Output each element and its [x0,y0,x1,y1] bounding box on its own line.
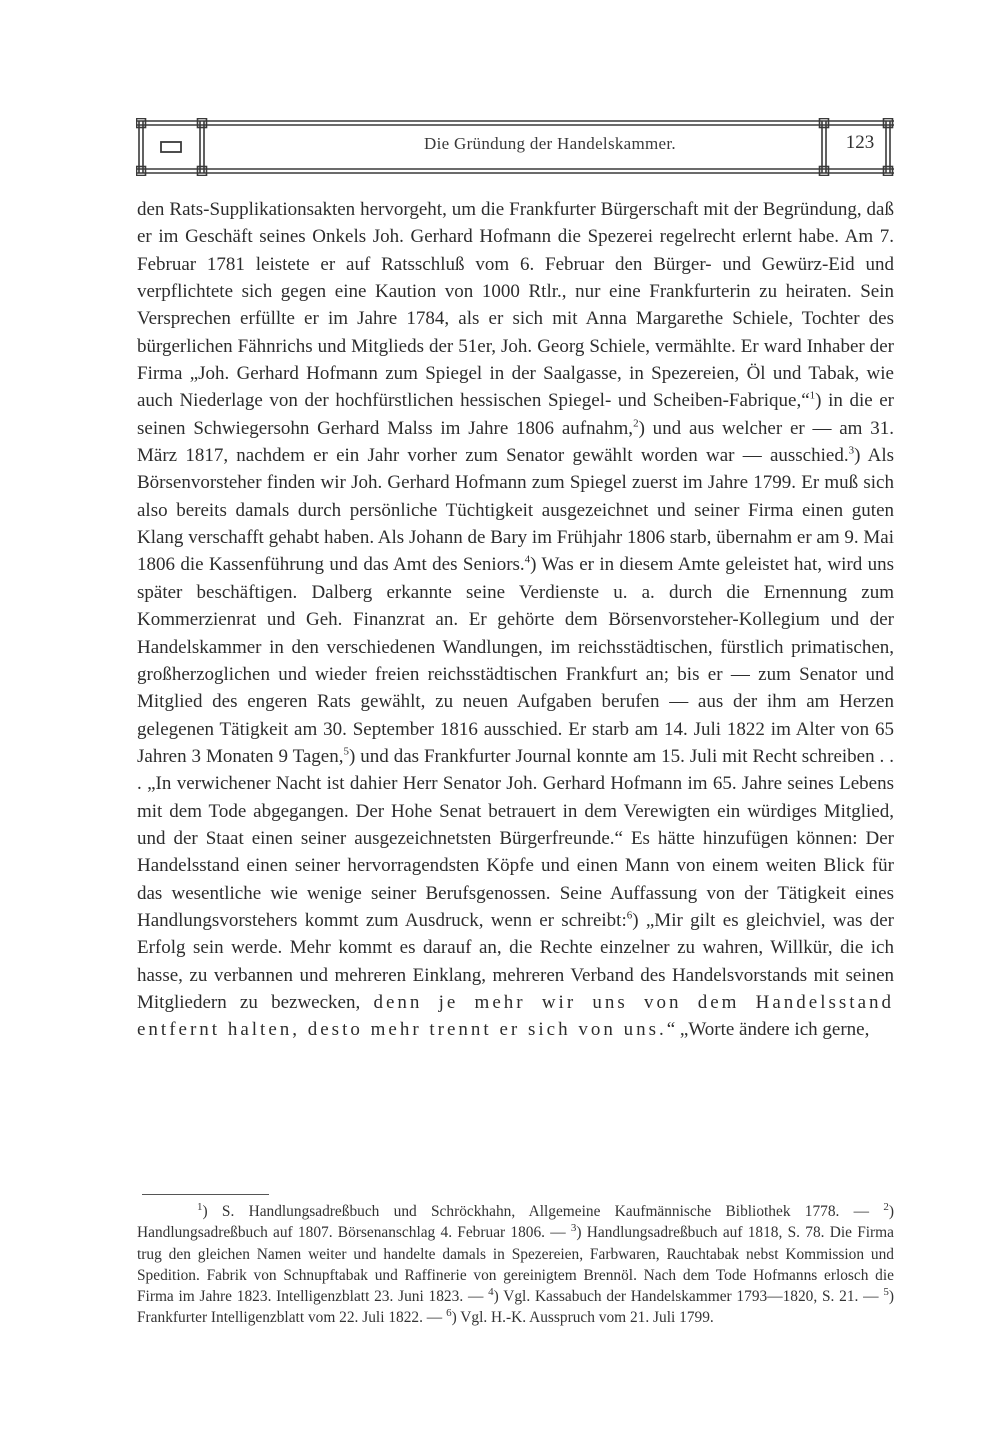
footnote-4: ) Vgl. Kassabuch der Handelskammer 1793—1820, S. 21. — [493,1288,879,1306]
footnote-ref-3: 3 [848,444,855,457]
footnote-1: ) S. Handlungsadreßbuch und Schröckhahn, Allgemeine Kaufmännische Bibliothek 1778. — [202,1203,870,1220]
body-paragraph [137,196,894,1044]
body-text-segment: ) Als Börsenvorsteher finden wir Joh. Gerhard Hofmann zum Spiegel zuerst im Jahre 1799. Er muß sich also bereits damals durch persönliche Tüchtigkeit ausgezeichnet und seiner Firma einen guten Klang verschafft gehabt haben. Als Johann de Bary im Frühjahr 1806 starb, übernahm er am 9. Mai 1806 die Kassenführung und das Amt des Seniors. [137,445,894,576]
running-header [136,118,894,176]
emphasized-quote: denn je mehr wir uns von dem Handelsstand entfernt halten, desto mehr trennt er sich von uns. [137,991,895,1041]
footnote-3: ) Handlungsadreßbuch auf 1818, S. 78. Die Firma trug den gleichen Namen weiter und handelte damals in Spezereien, Farbwaren, Rauchtabak nebst Kommission und Spedition. Fabrik von Schnupftabak und Raffinerie von gereinigtem Brennöl. Nach dem Tode Hofmanns erlosch die Firma im Jahre 1823. Intelligenzblatt 23. Juni 1823. — [137,1224,894,1306]
body-text-segment: “ „Worte ändere ich gerne, [666,1019,870,1041]
body-text-segment: den Rats-Supplikationsakten hervorgeht, um die Frankfurter Bürgerschaft mit der Begründung, daß er im Geschäft seines Onkels Joh. Gerhard Hofmann die Spezerei regelrecht erlernt habe. Am 7. Februar 1781 leistete er auf Ratsschluß vom 6. Februar den Bürger- und Gewürz-Eid und verpflichtete sich gegen eine Kaution von 1000 Rtlr., nur eine Frankfurterin zu heiraten. Sein Versprechen erfüllte er im Jahre 1784, als er sich mit Anna Margarethe Schiele, Tochter des bürgerlichen Fähnrichs und Mitglieds der 51er, Joh. Georg Schiele, vermählte. Er ward Inhaber der Firma „Joh. Gerhard Hofmann zum Spiegel in der Saalgasse, in Spezereien, Öl und Tabak, wie auch Niederlage von der hochfürstlichen hessischen Spiegel- und Scheiben-Fabrique,“ [137,199,894,412]
body-text-segment: ) in die er seinen Schwiegersohn Gerhard Malss im Jahre 1806 aufnahm, [137,390,895,439]
footnote-mark-1: 1 [197,1200,203,1213]
header-title: Die Gründung der Handelskammer. [424,134,676,153]
footnote-mark-2: 2 [883,1200,889,1213]
footnote-ref-5: 5 [343,745,349,758]
body-text-segment: ) „Mir gilt es gleichviel, was der Erfolg sein werde. Mehr kommt es darauf an, die Rechte einzelner zu wahren, Willkür, die ich hasse, zu verbannen und mehreren Einklang, mehreren Verband des Handelsvorstands mit seinen Mitgliedern zu bezwecken, [137,909,894,1013]
footnote-divider [142,1194,269,1195]
footnote-ref-6: 6 [626,909,633,922]
footnote-6: ) Vgl. H.-K. Ausspruch vom 21. Juli 1799. [451,1309,714,1327]
footnote-ref-4: 4 [524,554,531,567]
footnote-2: ) Handlungsadreßbuch auf 1807. Börsenanschlag 4. Februar 1806. — [137,1203,894,1242]
footnote-mark-3: 3 [570,1222,577,1235]
footnote-mark-6: 6 [446,1307,452,1320]
footnote-ref-2: 2 [633,417,639,430]
footnote-ref-1: 1 [809,390,816,403]
footnotes [137,1201,894,1329]
footnote-mark-4: 4 [488,1286,494,1299]
footnote-5: ) Frankfurter Intelligenzblatt vom 22. Juli 1822. — [137,1288,894,1327]
body-text-segment: ) und aus welcher er — am 31. März 1817, nachdem er ein Jahr vorher zum Senator gewählt worden war — ausschied. [137,417,894,467]
body-text-segment: ) und das Frankfurter Journal konnte am 15. Juli mit Recht schreiben . . . „In verwichener Nacht ist dahier Herr Senator Joh. Gerhard Hofmann im 65. Jahre seines Lebens mit dem Tode abgegangen. Der Hohe Senat betrauert in dem Verewigten ein würdiges Mitglied, und der Staat einen seiner ausgezeichnetsten Bürgerfreunde.“ Es hätte hinzufügen können: Der Handelsstand einen seiner hervorragendsten Köpfe und einen Mann von einem weiten Blick für das wesentliche wie wenige seiner Berufsgenossen. Seine Auffassung von der Tätigkeit eines Handlungsvorstehers kommt zum Ausdruck, wenn er schreibt: [137,745,895,931]
body-text-segment: ) Was er in diesem Amte geleistet hat, wird uns später beschäftigen. Dalberg erkannte seine Verdienste u. a. durch die Ernennung zum Kommerzienrat und Geh. Finanzrat an. Er gehörte dem Börsenvorsteher-Kollegium und der Handelskammer in den verschiedenen Wandlungen, im reichsstädtischen, fürstlich primatischen, großherzoglichen und wieder freien reichsstädtischen Frankfurt an; bis er — zum Senator und Mitglied des engeren Rats gewählt, zu neuen Aufgaben berufen — aus der ihm am Herzen gelegenen Tätigkeit am 30. September 1816 ausschied. Er starb am 14. Juli 1822 im Alter von 65 Jahren 3 Monaten 9 Tagen, [137,554,894,767]
footnote-mark-5: 5 [883,1286,889,1299]
page-number: 123 [845,132,875,153]
